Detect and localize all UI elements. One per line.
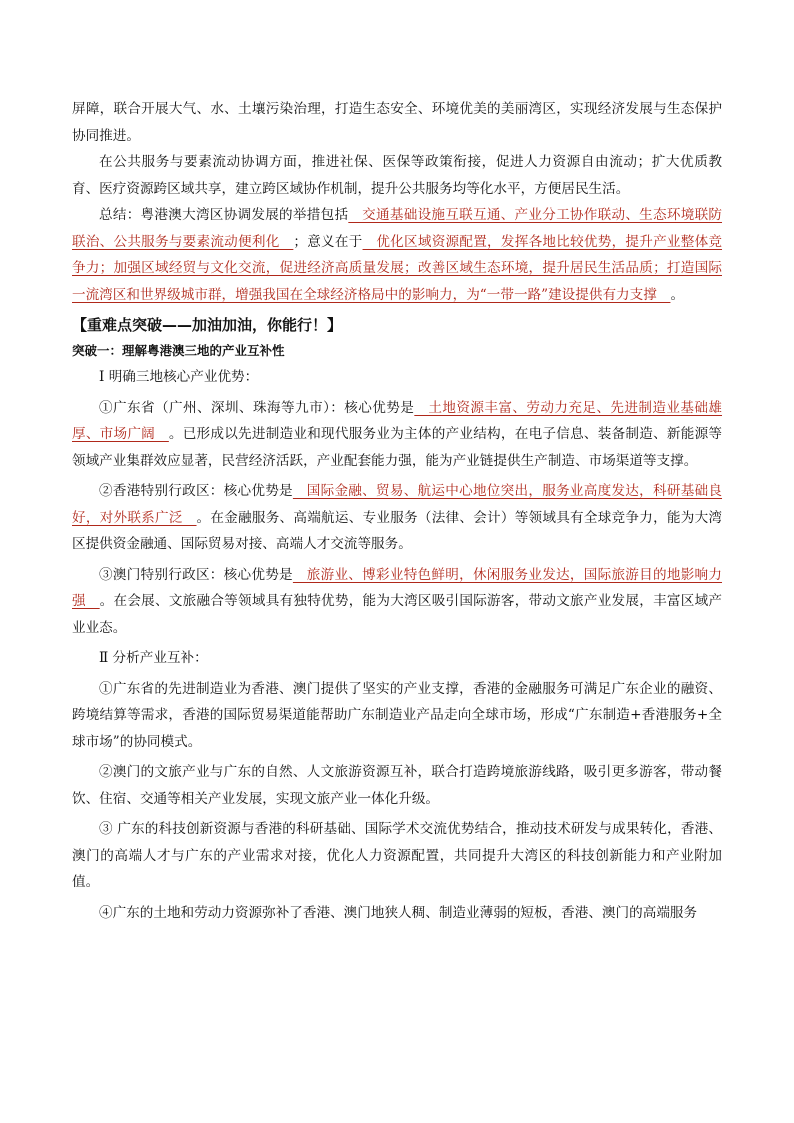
hongkong-lead: ②香港特别行政区：核心优势是	[99, 483, 293, 499]
hongkong-paragraph	[72, 478, 722, 558]
summary-answer-significance: 优化区域资源配置，发挥各地比较优势，提升产业整体竞争力；加强区域经贸与文化交流，促进经济高质量发展；改善区域生态环境，提升居民生活品质；打造国际一流湾区和世界级城市群，增强我国在全球经济格局中的影响力，为“一带一路”建设提供有力支撑	[72, 233, 723, 303]
guangdong-rest: 。已形成以先进制造业和现代服务业为主体的产业结构，在电子信息、装备制造、新能源等领域产业集群效应显著，民营经济活跃，产业配套能力强，能为产业链提供生产制造、市场渠道等支撑。	[72, 426, 723, 469]
guangdong-answer: 土地资源丰富、劳动力充足、先进制造业基础雄厚、市场广阔	[72, 399, 723, 442]
intro-paragraph-public-services: 在公共服务与要素流动协调方面，推进社保、医保等政策衔接，促进人力资源自由流动；扩大优质教育、医疗资源跨区域共享，建立跨区域协作机制，提升公共服务均等化水平，方便居民生活。	[72, 154, 722, 197]
step-two-heading: Ⅱ 分析产业互补：	[99, 650, 208, 666]
guangdong-paragraph	[72, 395, 722, 475]
macao-rest: 。在会展、文旅融合等领域具有独特优势，能为大湾区吸引国际游客，带动文旅产业发展，丰富区域产业业态。	[72, 593, 722, 636]
macao-paragraph	[72, 562, 722, 642]
complement-paragraph-4: ④广东的土地和劳动力资源弥补了香港、澳门地狭人稠、制造业薄弱的短板，香港、澳门的高端服务	[99, 904, 698, 921]
complement-paragraph-1: ①广东省的先进制造业为香港、澳门提供了坚实的产业支撑，香港的金融服务可满足广东企业的融资、跨境结算等需求，香港的国际贸易渠道能帮助广东制造业产品走向全球市场，形成“广东制造+香港服务+全球市场”的协同模式。	[72, 680, 722, 750]
section-heading: 【重难点突破——加油加油，你能行！】	[72, 316, 343, 334]
breakthrough-heading: 突破一：理解粤港澳三地的产业互补性	[72, 343, 285, 358]
hongkong-rest: 。在金融服务、高端航运、专业服务（法律、会计）等领域具有全球竞争力，能为大湾区提供资金融通、国际贸易对接、高端人才交流等服务。	[72, 509, 722, 552]
intro-paragraph-ecology: 屏障，联合开展大气、水、土壤污染治理，打造生态安全、环境优美的美丽湾区，实现经济发展与生态保护协同推进。	[72, 101, 722, 144]
summary-paragraph	[72, 202, 722, 308]
step-one-heading: Ⅰ 明确三地核心产业优势：	[99, 369, 259, 385]
summary-answer-measures: 交通基础设施互联互通、产业分工协作联动、生态环境联防联治、公共服务与要素流动便利化	[72, 207, 723, 250]
macao-lead: ③澳门特别行政区：核心优势是	[99, 566, 293, 583]
summary-end: 。	[670, 286, 685, 303]
complement-paragraph-3: ③ 广东的科技创新资源与香港的科研基础、国际学术交流优势结合，推动技术研发与成果转化，香港、澳门的高端人才与广东的产业需求对接，优化人力资源配置，共同提升大湾区的科技创新能力和产业附加值。	[72, 821, 722, 890]
hongkong-answer: 国际金融、贸易、航运中心地位突出，服务业高度发达，科研基础良好，对外联系广泛	[72, 483, 723, 526]
guangdong-lead: ①广东省（广州、深圳、珠海等九市）：核心优势是	[99, 399, 415, 416]
complement-paragraph-2: ②澳门的文旅产业与广东的自然、人文旅游资源互补，联合打造跨境旅游线路，吸引更多游客，带动餐饮、住宿、交通等相关产业发展，实现文旅产业一体化升级。	[72, 764, 722, 807]
summary-mid: ；意义在于	[293, 233, 363, 250]
summary-lead: 总结：粤港澳大湾区协调发展的举措包括	[99, 207, 349, 223]
macao-answer: 旅游业、博彩业特色鲜明，休闲服务业发达，国际旅游目的地影响力强	[72, 566, 723, 609]
